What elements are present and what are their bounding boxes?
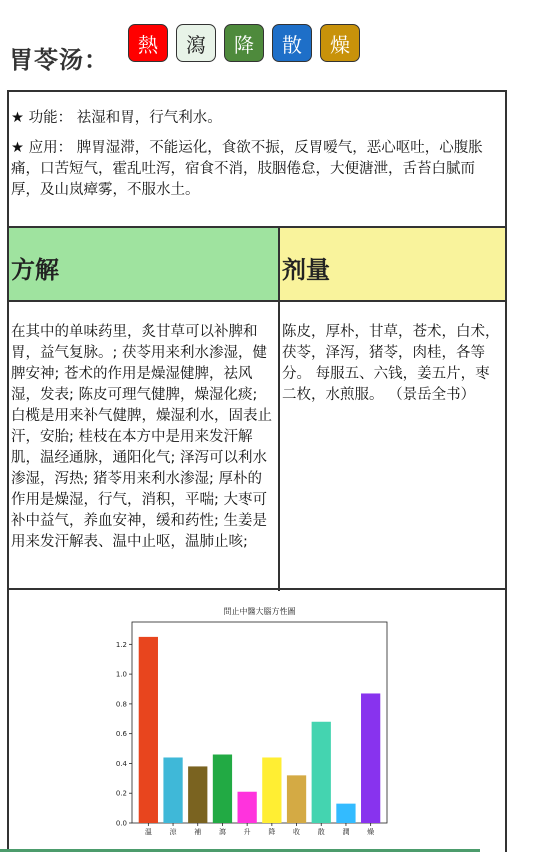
header-dosage-label: 剂量 xyxy=(282,256,330,284)
usage-text: ★ 应用： 脾胃湿滞，不能运化，食欲不振，反胃嗳气，恶心呕吐，心腹胀痛，口苦短气，霍乱吐泻，宿食不消，肢胭倦怠，大便溏泄，舌苔白腻而厚，及山岚瘴雾，不服水土。 xyxy=(11,140,483,198)
x-tick-label: 補 xyxy=(194,828,202,836)
x-tick-label: 潤 xyxy=(342,828,350,836)
property-tag-descend[interactable]: 降 xyxy=(224,24,264,62)
bar-0 xyxy=(139,637,158,823)
x-tick-label: 涼 xyxy=(169,828,177,836)
property-tag-disperse[interactable]: 散 xyxy=(272,24,312,62)
y-tick-label: 0.2 xyxy=(115,789,127,798)
bar-6 xyxy=(287,775,306,823)
formula-title: 胃苓汤： xyxy=(9,46,109,74)
y-tick-label: 0.4 xyxy=(115,759,127,768)
x-tick-label: 溫 xyxy=(144,828,152,836)
bar-7 xyxy=(312,722,331,823)
info-panel xyxy=(7,90,507,226)
y-tick-label: 0.6 xyxy=(115,730,127,739)
bar-5 xyxy=(262,757,281,823)
explanation-text: 在其中的单味药里，炙甘草可以补脾和胃，益气复脉。; 茯苓用来利水渗湿，健脾安神; 苍术的作用是燥湿健脾，祛风湿，发表; 陈皮可理气健脾，燥湿化痰; 白榄是用来补气健脾，燥湿利水，固表止汗，安胎; 桂枝在本方中是用来发汗解肌，温经通脉，通阳化气; 泽泻可以利水渗湿，泻热; 猪苓用来利水渗湿; 厚朴的作用是燥湿，行气，消积，平喘; 大枣可补中益气，养血安神，缓和药性; 生姜是用来发汗解表、温中止呕，温肺止咳; xyxy=(9,302,280,591)
bar-1 xyxy=(163,757,182,823)
y-tick-label: 0.0 xyxy=(115,819,127,828)
bar-4 xyxy=(238,792,257,823)
property-tag-hot[interactable]: 熱 xyxy=(128,24,168,62)
bar-8 xyxy=(336,804,355,823)
header-explanation-label: 方解 xyxy=(11,256,59,284)
header-dosage xyxy=(280,228,505,302)
bar-9 xyxy=(361,693,380,823)
y-tick-label: 0.8 xyxy=(115,700,127,709)
y-tick-label: 1.0 xyxy=(115,670,127,679)
bar-2 xyxy=(188,766,207,823)
header-explanation xyxy=(9,228,280,302)
x-tick-label: 燥 xyxy=(367,828,375,836)
property-bar-chart xyxy=(9,590,505,852)
property-tag-dry[interactable]: 燥 xyxy=(320,24,360,62)
header xyxy=(9,22,529,72)
x-tick-label: 降 xyxy=(268,828,276,836)
y-tick-label: 1.2 xyxy=(115,640,127,649)
property-tag-purge[interactable]: 瀉 xyxy=(176,24,216,62)
x-tick-label: 瀉 xyxy=(218,828,226,836)
function-text: ★ 功能： 祛湿和胃，行气利水。 xyxy=(11,110,222,126)
bar-3 xyxy=(213,755,232,823)
dosage-text: 陈皮，厚朴，甘草，苍术，白术，茯苓，泽泻，猪苓，肉桂，各等分。 每服五、六钱，姜五片，枣二枚，水煎服。 （景岳全书） xyxy=(282,324,500,403)
chart-panel xyxy=(7,588,507,852)
x-tick-label: 升 xyxy=(243,828,251,836)
formula-table xyxy=(7,226,507,589)
x-tick-label: 收 xyxy=(293,828,301,836)
property-tags xyxy=(128,24,360,62)
chart-title: 問止中醫大腦方性圖 xyxy=(223,607,296,616)
x-tick-label: 散 xyxy=(317,828,325,836)
